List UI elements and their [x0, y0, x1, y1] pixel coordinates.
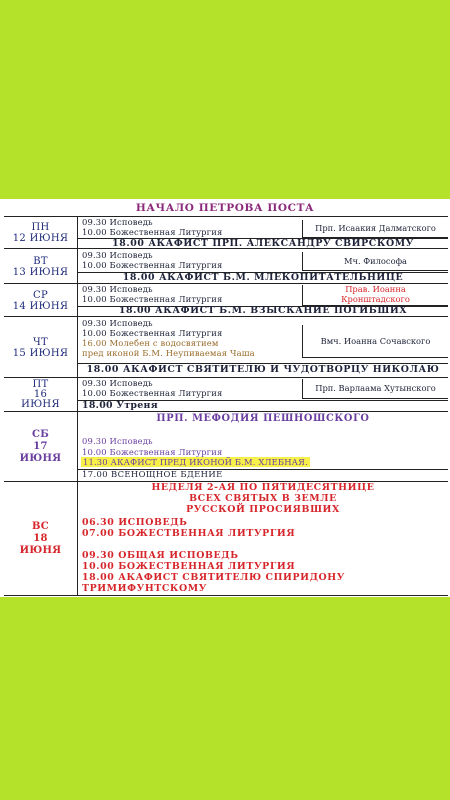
weekday: ПН: [31, 222, 50, 233]
day-row-wednesday: [4, 283, 448, 317]
schedule-title: НАЧАЛО ПЕТРОВА ПОСТА: [135, 202, 315, 214]
date: 18: [33, 532, 48, 544]
day-row-monday: [4, 216, 448, 249]
service-line: 10.00 БОЖЕСТВЕННАЯ ЛИТУРГИЯ: [82, 561, 296, 572]
service-line: 18.00 АКАФИСТ СВЯТИТЕЛЮ СПИРИДОНУ: [82, 572, 345, 583]
evening-service: 18.00 АКАФИСТ Б.М. МЛЕКОПИТАТЕЛЬНИЦЕ: [122, 272, 404, 283]
feast-heading: ПРП. МЕФОДИЯ ПЕШНОШСКОГО: [156, 413, 370, 424]
evening-service: 18.00 Утреня: [82, 400, 158, 411]
weekday: ПТ: [32, 379, 49, 390]
feast-heading: НЕДЕЛЯ 2-АЯ ПО ПЯТИДЕСЯТНИЦЕ: [151, 482, 375, 493]
day-label: [4, 217, 78, 249]
evening-service: 17.00 ВСЕНОЩНОЕ БДЕНИЕ: [82, 469, 223, 479]
evening-service: 18.00 АКАФИСТ СВЯТИТЕЛЮ И ЧУДОТВОРЦУ НИКОЛАЮ: [86, 364, 440, 375]
service-line: 06.30 ИСПОВЕДЬ: [82, 517, 188, 528]
weekday: ВС: [31, 520, 49, 532]
date: 16: [33, 389, 48, 400]
month: ИЮНЯ: [19, 453, 62, 464]
day-label: [4, 249, 78, 284]
weekday: СБ: [31, 429, 50, 440]
service-line: 09.30 Исповедь: [82, 284, 153, 294]
saint-box: [302, 285, 448, 306]
day-label: [4, 482, 78, 595]
service-line: ТРИМИФУНТСКОМУ: [82, 583, 207, 594]
service-line: 09.30 ОБЩАЯ ИСПОВЕДЬ: [82, 550, 239, 561]
evening-service: 18.00 АКАФИСТ ПРП. АЛЕКСАНДРУ СВИРСКОМУ: [112, 238, 414, 249]
saint-box: Мч. Философа: [302, 252, 448, 271]
schedule-sheet: [0, 199, 450, 597]
saint-box: Прп. Исаакия Далматского: [302, 220, 448, 238]
month: ИЮНЯ: [19, 544, 62, 556]
saint-line: Прав. Иоанна: [345, 284, 406, 294]
evening-service: 18.00 АКАФИСТ Б.М. ВЗЫСКАНИЕ ПОГИБШИХ: [118, 305, 408, 316]
day-row-sunday: [4, 481, 448, 596]
service-line: 10.00 Божественная Литургия: [82, 227, 223, 237]
service-line: 09.30 Исповедь: [82, 217, 153, 227]
date: 15 ИЮНЯ: [12, 347, 69, 359]
weekday: ЧТ: [33, 336, 48, 348]
saint-box: Прп. Варлаама Хутынского: [302, 379, 448, 399]
day-label: [4, 378, 78, 412]
feast-heading: ВСЕХ СВЯТЫХ В ЗЕМЛЕ: [189, 493, 337, 504]
feast-heading: РУССКОЙ ПРОСИЯВШИХ: [186, 504, 340, 515]
month: ИЮНЯ: [21, 399, 60, 410]
date: 17: [33, 441, 48, 452]
service-line: 09.30 Исповедь: [82, 436, 153, 446]
service-line: 07.00 БОЖЕСТВЕННАЯ ЛИТУРГИЯ: [82, 528, 296, 539]
service-line: 10.00 Божественная Литургия: [82, 388, 223, 398]
service-line: 10.00 Божественная Литургия: [82, 447, 223, 457]
saint-line: Кронштадского: [341, 293, 410, 304]
day-label: [4, 317, 78, 378]
service-line: 09.30 Исповедь: [82, 250, 153, 260]
highlighted-service: [81, 458, 310, 468]
day-row-tuesday: [4, 248, 448, 284]
weekday: ВТ: [33, 255, 48, 267]
date: 12 ИЮНЯ: [12, 233, 69, 244]
saint-box: Вмч. Иоанна Сочавского: [302, 325, 448, 358]
day-row-friday: [4, 377, 448, 412]
akathist-highlight: 11.30 АКАФИСТ ПРЕД ИКОНОЙ Б.М. ХЛЕБНАЯ.: [83, 457, 308, 467]
service-line: 09.30 Исповедь: [82, 318, 153, 328]
service-line: 10.00 Божественная Литургия: [82, 260, 223, 270]
day-label: [4, 284, 78, 317]
service-line: 09.30 Исповедь: [82, 378, 153, 388]
service-line: 10.00 Божественная Литургия: [82, 294, 223, 304]
date: 13 ИЮНЯ: [12, 266, 69, 278]
weekday: СР: [33, 289, 48, 301]
service-line: 10.00 Божественная Литургия: [82, 328, 223, 338]
day-row-thursday: [4, 316, 448, 378]
service-line: 16.00 Молебен с водосвятием: [82, 338, 219, 348]
day-label: [4, 412, 78, 482]
service-line: пред иконой Б.М. Неупиваемая Чаша: [82, 348, 255, 358]
day-row-saturday: [4, 411, 448, 482]
date: 14 ИЮНЯ: [12, 300, 69, 312]
